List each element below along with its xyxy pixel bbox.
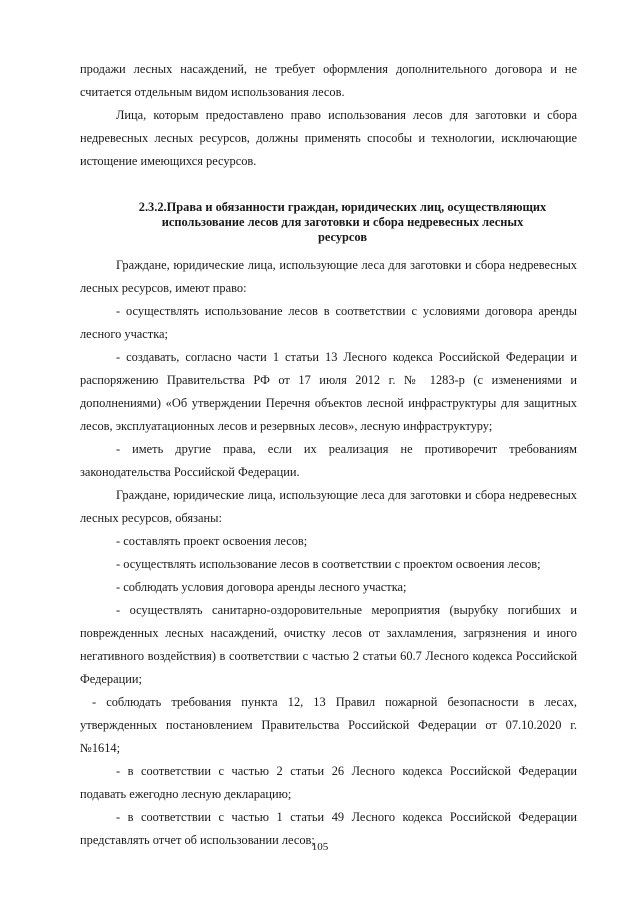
list-item: - составлять проект освоения лесов; [116,534,308,548]
list-item: - иметь другие права, если их реализация не противоречит требованиям законодательства Российской Федерации. [80,442,577,479]
paragraph: Лица, которым предоставлено право использования лесов для заготовки и сбора недревесных лесных ресурсов, должны применять способы и технологии, исключающие истощение имеющихся ресурсов. [80,108,577,168]
list-item: - осуществлять санитарно-оздоровительные мероприятия (вырубку погибших и поврежденных лесных насаждений, очистку лесов от захламления, загрязнения и иного негативного воздействия) в соответствии с частью 2 статьи 60.7 Лесного кодекса Российской Федерации; [80,603,577,686]
list-item: - в соответствии с частью 2 статьи 26 Лесного кодекса Российской Федерации подавать ежегодно лесную декларацию; [80,764,577,801]
paragraph: Граждане, юридические лица, использующие леса для заготовки и сбора недревесных лесных ресурсов, обязаны: [80,488,577,525]
section-heading-line: 2.3.2.Права и обязанности граждан, юридических лиц, осуществляющих [138,200,547,214]
list-item: - осуществлять использование лесов в соответствии с проектом освоения лесов; [116,557,541,571]
page-body [80,58,577,852]
section-heading [80,200,577,245]
section-heading-line: ресурсов [317,230,368,244]
paragraph-continuation: продажи лесных насаждений, не требует оформления дополнительного договора и не считается отдельным видом использования лесов. [80,62,577,99]
list-item: - соблюдать требования пункта 12, 13 Правил пожарной безопасности в лесах, утвержденных постановлением Правительства Российской Федерации от 07.10.2020 г. №1614; [80,695,577,755]
paragraph: Граждане, юридические лица, использующие леса для заготовки и сбора недревесных лесных ресурсов, имеют право: [80,258,577,295]
section-heading-line: использование лесов для заготовки и сбора недревесных лесных [161,215,524,229]
list-item: - в соответствии с частью 1 статьи 49 Лесного кодекса Российской Федерации представлять отчет об использовании лесов; [80,810,577,847]
list-item: - создавать, согласно части 1 статьи 13 Лесного кодекса Российской Федерации и распоряжению Правительства РФ от 17 июля 2012 г. № 1283-р (с изменениями и дополнениями) «Об утверждении Перечня объектов лесной инфраструктуры для защитных лесов, эксплуатационных лесов и резервных лесов», лесную инфраструктуру; [80,350,577,433]
page-number: 105 [311,841,329,853]
list-item: - осуществлять использование лесов в соответствии с условиями договора аренды лесного участка; [80,304,577,341]
list-item: - соблюдать условия договора аренды лесного участка; [116,580,407,594]
